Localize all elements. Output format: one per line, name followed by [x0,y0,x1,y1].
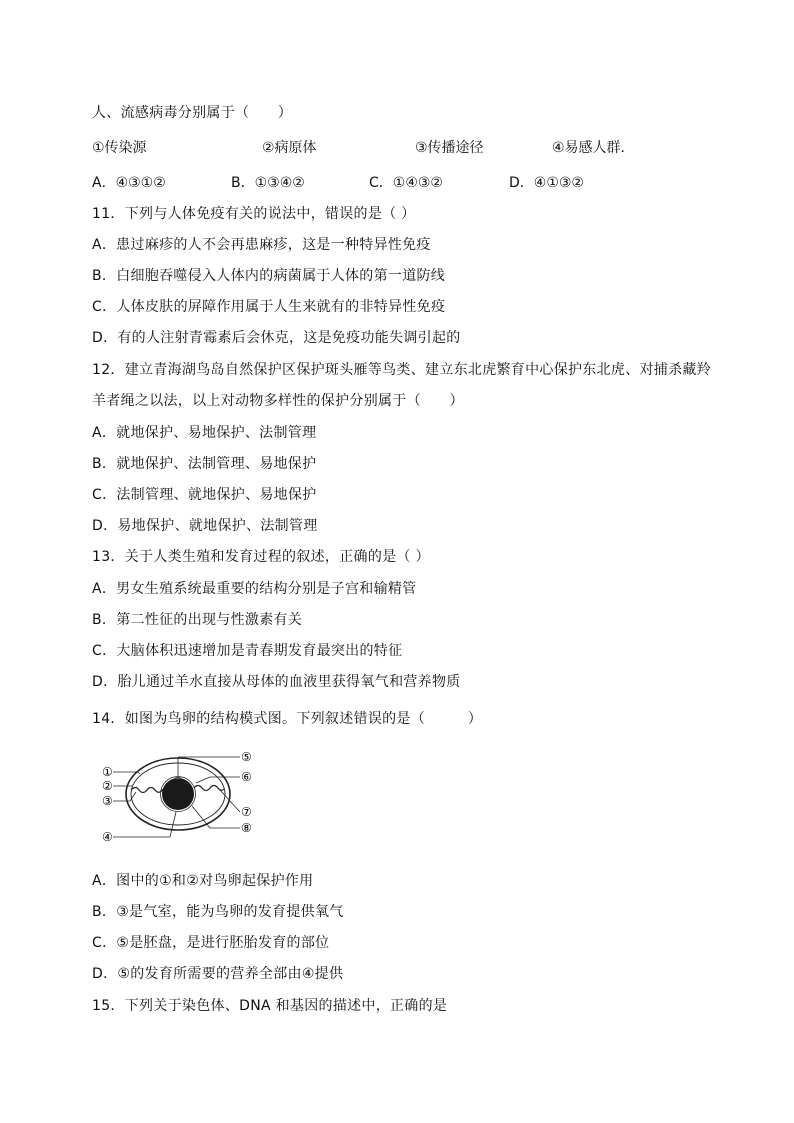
yolk [162,778,194,810]
figure-label-8: ⑧ [241,821,252,835]
q12-option-d: D．易地保护、就地保护、法制管理 [92,518,318,534]
q10-option-d: D．④①③② [509,175,584,191]
bird-egg-diagram [100,748,270,848]
q14-option-c: C．⑤是胚盘，是进行胚胎发育的部位 [92,935,330,951]
figure-label-6: ⑥ [241,770,252,784]
figure-label-5: ⑤ [241,750,252,764]
q10-stem-tail: 人、流感病毒分别属于（ ） [92,105,293,121]
q12-option-a: A．就地保护、易地保护、法制管理 [92,425,317,441]
q10-item-2: ②病原体 [262,140,317,156]
q13-option-b: B．第二性征的出现与性激素有关 [92,612,303,628]
figure-label-2: ② [102,779,113,793]
q14-stem: 14．如图为鸟卵的结构模式图。下列叙述错误的是（ ） [92,711,483,727]
figure-label-7: ⑦ [241,805,252,819]
q10-option-b: B．①③④② [231,175,305,191]
q15-stem: 15．下列关于染色体、DNA 和基因的描述中，正确的是 [92,998,448,1014]
q10-item-3: ③传播途径 [415,140,484,156]
q11-option-b: B．白细胞吞噬侵入人体内的病菌属于人体的第一道防线 [92,268,446,284]
q10-item-4: ④易感人群． [552,140,635,156]
q11-option-c: C．人体皮肤的屏障作用属于人生来就有的非特异性免疫 [92,299,446,315]
q13-option-d: D．胎儿通过羊水直接从母体的血液里获得氧气和营养物质 [92,674,461,690]
q14-option-b: B．③是气室，能为鸟卵的发育提供氧气 [92,904,344,920]
q11-option-d: D．有的人注射青霉素后会休克，这是免疫功能失调引起的 [92,330,461,346]
q10-option-a: A．④③①② [92,175,166,191]
q13-stem: 13．关于人类生殖和发育过程的叙述，正确的是（ ） [92,549,430,565]
q14-option-a: A．图中的①和②对鸟卵起保护作用 [92,873,314,889]
q12-option-c: C．法制管理、就地保护、易地保护 [92,487,317,503]
figure-label-1: ① [102,765,113,779]
q10-item-1: ①传染源 [92,140,147,156]
q13-option-c: C．大脑体积迅速增加是青春期发育最突出的特征 [92,643,403,659]
figure-label-3: ③ [102,794,113,808]
q11-stem: 11．下列与人体免疫有关的说法中，错误的是（ ） [92,206,416,222]
q14-option-d: D．⑤的发育所需要的营养全部由④提供 [92,966,344,982]
q13-option-a: A．男女生殖系统最重要的结构分别是子宫和输精管 [92,581,417,597]
figure-label-4: ④ [102,830,113,844]
q11-option-a: A．患过麻疹的人不会再患麻疹，这是一种特异性免疫 [92,237,431,253]
q10-option-c: C．①④③② [369,175,443,191]
q12-stem-line1: 12．建立青海湖鸟岛自然保护区保护斑头雁等鸟类、建立东北虎繁育中心保护东北虎、对捕杀藏羚 [92,362,712,378]
q12-stem-line2: 羊者绳之以法，以上对动物多样性的保护分别属于（ ） [92,393,464,409]
q12-option-b: B．就地保护、法制管理、易地保护 [92,456,317,472]
